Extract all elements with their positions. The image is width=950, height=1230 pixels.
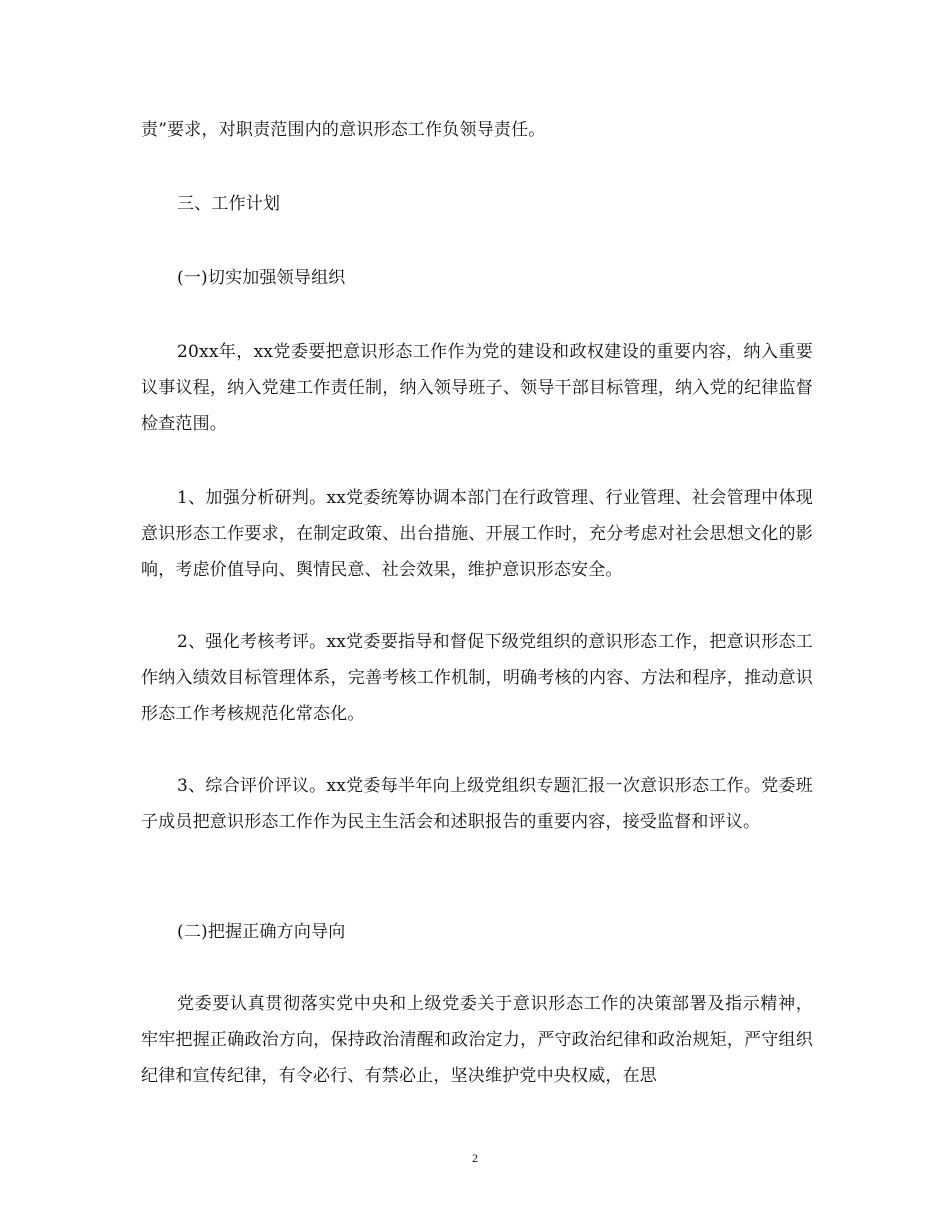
section-heading: 三、工作计划 xyxy=(177,194,281,214)
body-paragraph: 20xx年，xx党委要把意识形态工作作为党的建设和政权建设的重要内容，纳入重要议事议程，纳入党建工作责任制，纳入领导班子、领导干部目标管理，纳入党的纪律监督检查范围。 xyxy=(141,342,813,434)
list-item-paragraph: 2、强化考核考评。xx党委要指导和督促下级党组织的意识形态工作，把意识形态工作纳入绩效目标管理体系，完善考核工作机制，明确考核的内容、方法和程序，推动意识形态工作考核规范化常态化。 xyxy=(141,632,813,724)
body-paragraph: 党委要认真贯彻落实党中央和上级党委关于意识形态工作的决策部署及指示精神，牢牢把握正确政治方向，保持政治清醒和政治定力，严守政治纪律和政治规矩，严守组织纪律和宣传纪律，有令必行、有禁必止，坚决维护党中央权威，在思 xyxy=(141,994,813,1086)
page-number: 2 xyxy=(472,1151,478,1165)
subsection-heading: (一)切实加强领导组织 xyxy=(177,268,346,288)
paragraph-continuation: 责”要求，对职责范围内的意识形态工作负领导责任。 xyxy=(141,120,546,140)
list-item-paragraph: 1、加强分析研判。xx党委统筹协调本部门在行政管理、行业管理、社会管理中体现意识形态工作要求，在制定政策、出台措施、开展工作时，充分考虑对社会思想文化的影响，考虑价值导向、舆情民意、社会效果，维护意识形态安全。 xyxy=(141,488,813,580)
list-item-paragraph: 3、综合评价评议。xx党委每半年向上级党组织专题汇报一次意识形态工作。党委班子成员把意识形态工作作为民主生活会和述职报告的重要内容，接受监督和评议。 xyxy=(141,776,813,832)
subsection-heading: (二)把握正确方向导向 xyxy=(177,922,346,942)
